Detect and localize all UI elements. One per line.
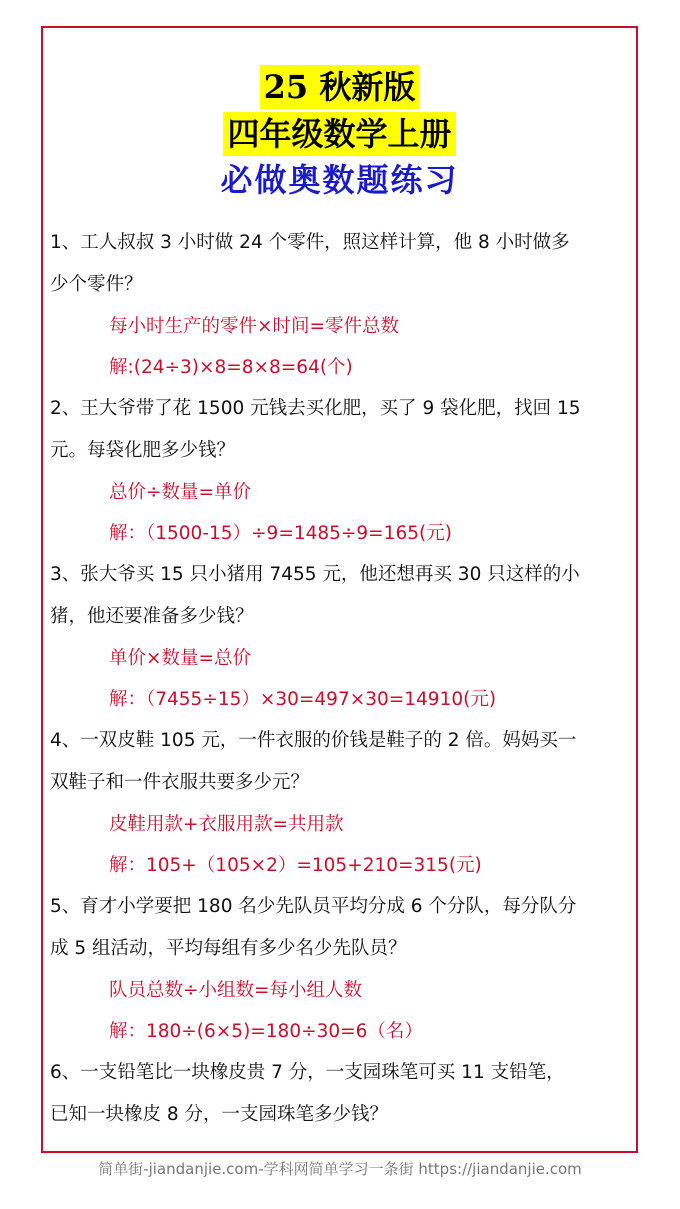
problem-3 — [50, 554, 634, 720]
formula: 队员总数÷小组数=每小组人数 — [109, 980, 363, 1001]
formula: 皮鞋用款+衣服用款=共用款 — [109, 814, 344, 835]
title-line-3: 必做奥数题练习 — [220, 161, 459, 199]
solution: 解：180÷(6×5)=180÷30=6（名） — [109, 1021, 423, 1042]
problem-4 — [50, 720, 634, 886]
title-line-2: 四年级数学上册 — [223, 112, 455, 156]
question-line: 4、一双皮鞋 105 元，一件衣服的价钱是鞋子的 2 倍。妈妈买一 — [50, 730, 577, 751]
question-line: 6、一支铅笔比一块橡皮贵 7 分，一支园珠笔可买 11 支铅笔， — [50, 1062, 565, 1083]
question-line: 5、育才小学要把 180 名少先队员平均分成 6 个分队，每分队分 — [50, 896, 577, 917]
problem-list — [50, 222, 634, 1136]
question-line: 猪，他还要准备多少钱？ — [50, 606, 254, 627]
question-line: 1、工人叔叔 3 小时做 24 个零件，照这样计算，他 8 小时做多 — [50, 232, 570, 253]
title-line-1: 25 秋新版 — [260, 65, 420, 109]
question-line: 元。每袋化肥多少钱？ — [50, 440, 236, 461]
question-line: 2、王大爷带了花 1500 元钱去买化肥，买了 9 袋化肥，找回 15 — [50, 398, 581, 419]
question-line: 成 5 组活动，平均每组有多少名少先队员？ — [50, 938, 407, 959]
problem-2 — [50, 388, 634, 554]
problem-6 — [50, 1052, 634, 1136]
formula: 每小时生产的零件×时间=零件总数 — [109, 316, 400, 337]
formula: 总价÷数量=单价 — [109, 482, 252, 503]
question-line: 少个零件？ — [50, 274, 143, 295]
page-border — [41, 26, 638, 1153]
solution: 解:(24÷3)×8=8×8=64(个) — [109, 357, 353, 378]
problem-5 — [50, 886, 634, 1052]
question-line: 双鞋子和一件衣服共要多少元？ — [50, 772, 310, 793]
problem-1 — [50, 222, 634, 388]
solution: 解：（1500-15）÷9=1485÷9=165(元) — [109, 523, 452, 544]
solution: 解：（7455÷15）×30=497×30=14910(元) — [109, 689, 497, 710]
question-line: 已知一块橡皮 8 分，一支园珠笔多少钱？ — [50, 1104, 389, 1125]
formula: 单价×数量=总价 — [109, 648, 252, 669]
footer-watermark: 简单街-jiandanjie.com-学科网简单学习一条街 https://jiandanjie.com — [98, 1160, 582, 1178]
question-line: 3、张大爷买 15 只小猪用 7455 元，他还想再买 30 只这样的小 — [50, 564, 580, 585]
title-block — [43, 28, 636, 204]
solution: 解：105+（105×2）=105+210=315(元) — [109, 855, 482, 876]
